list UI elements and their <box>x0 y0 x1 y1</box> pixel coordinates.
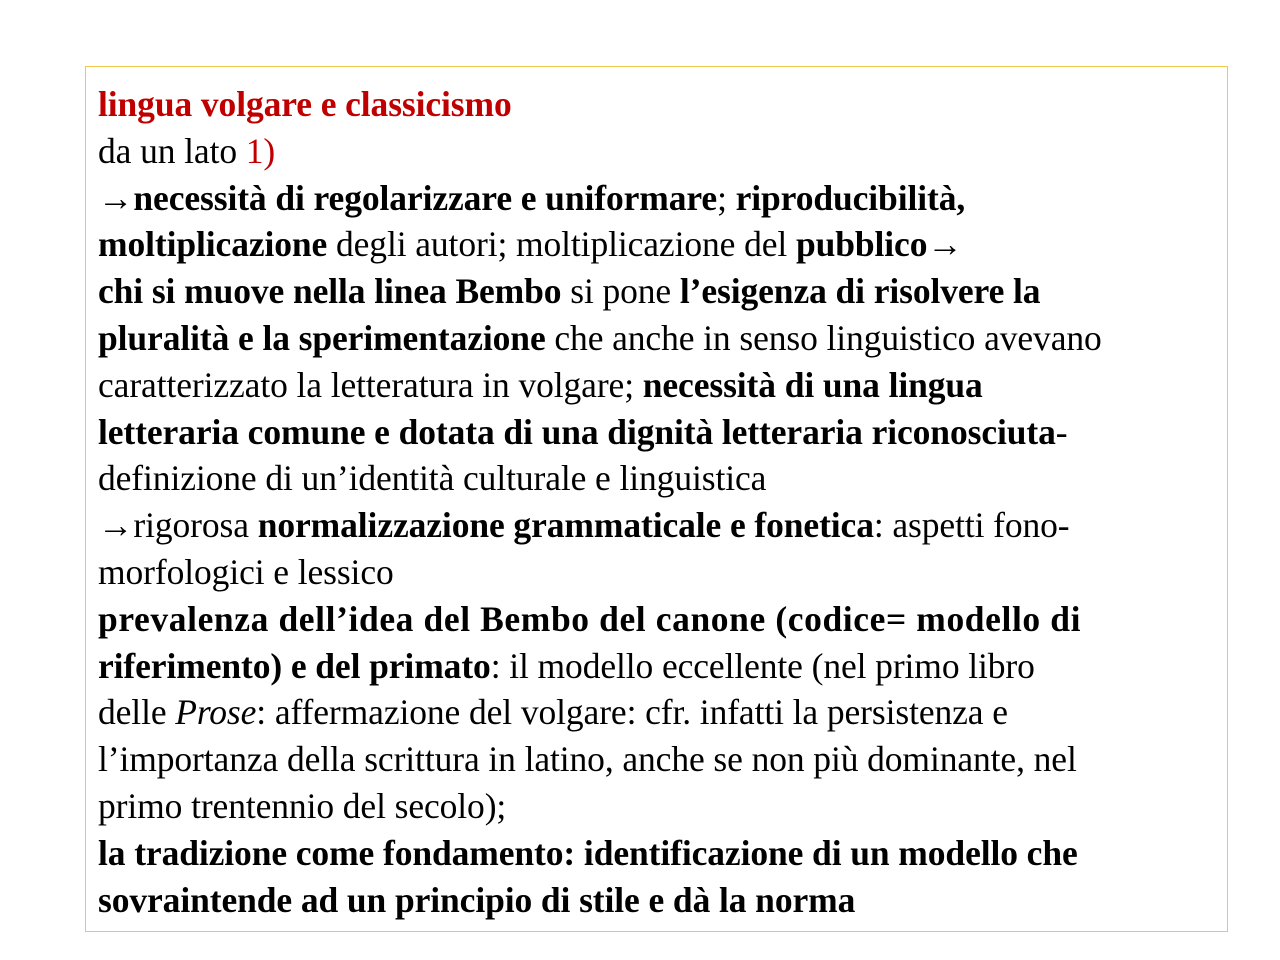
text-span: ; <box>717 177 736 218</box>
bold-span: l’esigenza di risolvere la <box>679 271 1041 312</box>
text-line-15: l’importanza della scrittura in latino, anche se non più dominante, nel <box>98 739 1077 780</box>
heading: lingua volgare e classicismo <box>98 84 512 124</box>
text-line-7 <box>98 362 1221 409</box>
text-line-12: prevalenza dell’idea del Bembo del canone (codice= modello di <box>98 598 1082 639</box>
bold-span: normalizzazione grammaticale e fonetica <box>257 505 874 546</box>
bold-span: pluralità e la sperimentazione <box>98 317 546 358</box>
text-line-8 <box>98 409 1221 456</box>
text-line-11: morfologici e lessico <box>98 551 394 592</box>
text-span: : aspetti fono- <box>873 505 1070 546</box>
text-line-10 <box>98 502 1221 549</box>
text-box[interactable] <box>85 66 1228 932</box>
text-span: caratterizzato la letteratura in volgare; <box>98 364 643 405</box>
bold-span: riferimento) e del primato <box>98 645 491 686</box>
text-span: →rigorosa <box>98 505 258 546</box>
text-span: che anche in senso linguistico avevano <box>545 317 1102 358</box>
bold-span: →necessità di regolarizzare e uniformare <box>98 177 718 218</box>
bold-span: riproducibilità, <box>735 177 966 218</box>
text-line-18: sovraintende ad un principio di stile e dà la norma <box>98 879 856 920</box>
italic-title: Prose <box>175 692 257 733</box>
text-line-4 <box>98 221 1221 268</box>
text-span: delle <box>98 692 176 733</box>
bold-span: necessità di una lingua <box>642 364 983 405</box>
text-line-9: definizione di un’identità culturale e linguistica <box>98 458 767 499</box>
text-line-2 <box>98 128 1221 175</box>
text-line-3 <box>98 175 1221 222</box>
text-span: : il modello eccellente (nel primo libro <box>490 645 1035 686</box>
text-line-13 <box>98 643 1221 690</box>
text-line-14 <box>98 689 1221 736</box>
bold-span: moltiplicazione <box>98 224 328 265</box>
bold-span: pubblico→ <box>795 224 963 265</box>
text-span: - <box>1055 411 1068 452</box>
bold-span: letteraria comune e dotata di una dignità letteraria riconosciuta <box>98 411 1056 452</box>
point-number: 1) <box>245 130 276 171</box>
text-span: : affermazione del volgare: cfr. infatti la persistenza e <box>256 692 1008 733</box>
text-span: degli autori; moltiplicazione del <box>327 224 796 265</box>
text-line-5 <box>98 268 1221 315</box>
text-line-17: la tradizione come fondamento: identificazione di un modello che <box>98 832 1078 873</box>
text-line-16: primo trentennio del secolo); <box>98 785 507 826</box>
text-span: si pone <box>561 271 680 312</box>
text-span: da un lato <box>98 130 246 171</box>
text-line-6 <box>98 315 1221 362</box>
heading-line <box>98 81 1221 128</box>
bold-span: chi si muove nella linea Bembo <box>98 271 562 312</box>
